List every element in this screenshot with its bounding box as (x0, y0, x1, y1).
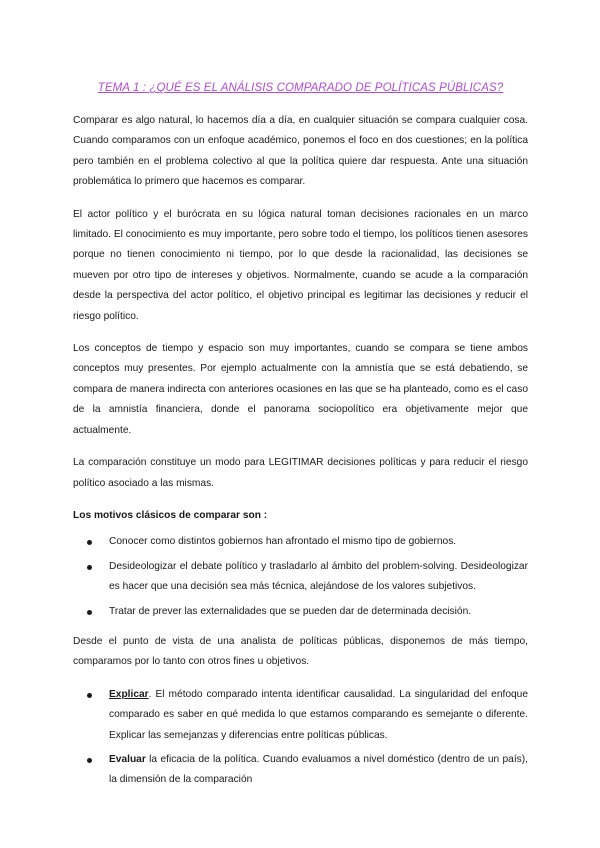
list-item (73, 750, 528, 791)
goal-text: la eficacia de la política. Cuando evaluamos a nivel doméstico (dentro de un país), la dimensión de la comparación (109, 753, 528, 786)
goals-list (73, 685, 528, 791)
document-title: TEMA 1 : ¿QUÉ ES EL ANÁLISIS COMPARADO DE POLÍTICAS PÚBLICAS? (97, 82, 504, 94)
paragraph-analyst: Desde el punto de vista de una analista de políticas públicas, disponemos de más tiempo, comparamos por lo tanto con otros fines u objetivos. (73, 635, 528, 668)
paragraph-intro: Comparar es algo natural, lo hacemos día a día, en cualquier situación se compara cualquier cosa. Cuando comparamos con un enfoque académico, ponemos el foco en dos cuestiones; en la política pero también en el problema colectivo al que la política quiere dar respuesta. Ante una situación problemática lo primero que hacemos es comparar. (73, 115, 528, 188)
list-item (73, 557, 528, 598)
bullet-icon (87, 610, 92, 615)
bullet-icon (87, 565, 92, 570)
motives-list (73, 532, 528, 622)
bullet-icon (87, 693, 92, 698)
list-item (73, 602, 528, 622)
goal-text: . El método comparado intenta identificar causalidad. La singularidad del enfoque comparado es saber en qué medida lo que estamos comparando es semejante o diferente. Explicar las semejanzas y diferencias entre políticas públicas. (109, 688, 528, 741)
paragraph-political-actor: El actor político y el burócrata en su lógica natural toman decisiones racionales en un marco limitado. El conocimiento es muy importante, pero sobre todo el tiempo, los políticos tienen asesores porque no tienen conocimiento ni tiempo, por lo que desde la racionalidad, las decisiones se mueven por otro tipo de intereses y objetivos. Normalmente, cuando se acude a la comparación desde la perspectiva del actor político, el objetivo principal es legitimar las decisiones y reducir el riesgo político. (73, 208, 528, 322)
motive-text: Desideologizar el debate político y trasladarlo al ámbito del problem-solving. Desideologizar es hacer que una decisión sea más técnica, alejándose de los valores subjetivos. (109, 560, 528, 593)
motive-text: Conocer como distintos gobiernos han afrontado el mismo tipo de gobiernos. (109, 536, 457, 548)
paragraph-time-space: Los conceptos de tiempo y espacio son muy importantes, cuando se compara se tiene ambos conceptos muy presentes. Por ejemplo actualmente con la amnistía que se está debatiendo, se compara de manera indirecta con anteriores ocasiones en las que se ha planteado, como es el caso de la amnistía financiera, donde el panorama sociopolítico era objetivamente mejor que actualmente. (73, 343, 528, 436)
list-item (73, 685, 528, 746)
bullet-icon (87, 540, 92, 545)
goal-label: Explicar (109, 688, 149, 700)
motive-text: Tratar de prever las externalidades que se pueden dar de determinada decisión. (109, 605, 472, 617)
goal-label: Evaluar (109, 753, 146, 765)
bullet-icon (87, 758, 92, 763)
paragraph-legitimize: La comparación constituye un modo para LEGITIMAR decisiones políticas y para reducir el riesgo político asociado a las mismas. (73, 457, 528, 489)
list-item (73, 532, 528, 552)
motives-heading: Los motivos clásicos de comparar son : (73, 509, 268, 521)
